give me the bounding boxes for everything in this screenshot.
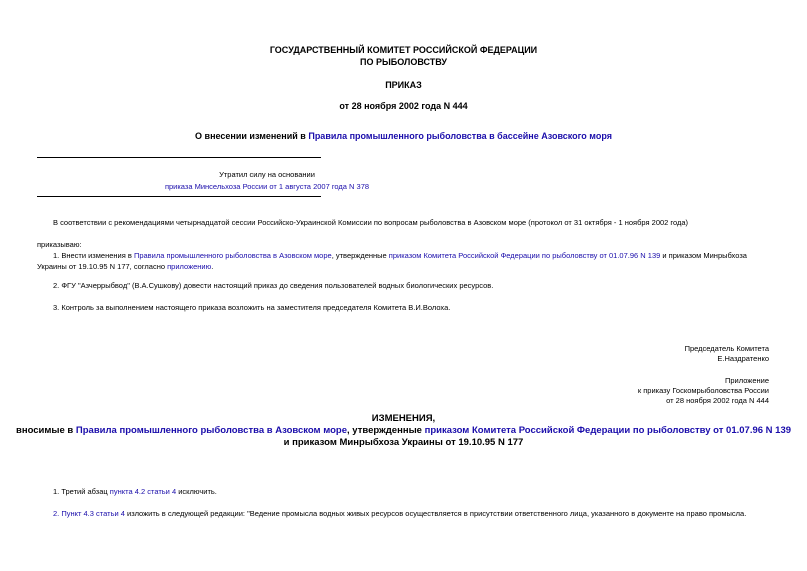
change-1-text-b: исключить. (176, 487, 217, 496)
doc-type: ПРИКАЗ (385, 80, 422, 90)
item-3: 3. Контроль за выполнением настоящего приказа возложить на заместителя председателя Комитета В.И.Волоха. (53, 303, 451, 312)
subject-prefix: О внесении изменений в (195, 131, 309, 141)
change-2-article-link[interactable]: статьи 4 (96, 509, 125, 518)
item-1-text-c: и приказом Минрыбхоза Украины от 19.10.95 N 177, согласно (37, 251, 747, 271)
change-1 (53, 487, 773, 496)
item-1-rules-link[interactable]: Правила промышленного рыболовства в Азовском море (133, 251, 332, 260)
item-1-text-d: . (211, 261, 214, 271)
change-2-point-link[interactable]: 2. Пункт 4.3 (53, 509, 94, 518)
changes-line-3: и приказом Минрыбхоза Украины от 19.10.95 N 177 (283, 437, 524, 448)
changes-line-2-text-b: , утвержденные (347, 425, 425, 436)
appendix-ref-1: к приказу Госкомрыболовства России (637, 386, 769, 395)
changes-title: ИЗМЕНЕНИЯ, (371, 413, 436, 424)
status-block (37, 170, 497, 192)
change-1-article-link[interactable]: статьи 4 (147, 487, 177, 496)
changes-order-link[interactable]: приказом Комитета Российской Федерации по рыболовству от 01.07.96 N 139 (424, 425, 792, 436)
status-link[interactable]: приказа Минсельхоза России от 1 августа 2007 года N 378 (164, 182, 370, 192)
subject-link[interactable]: Правила промышленного рыболовства в бассейне Азовского моря (308, 131, 612, 141)
changes-line-2-text: вносимые в (15, 425, 76, 436)
org-line-2: ПО РЫБОЛОВСТВУ (359, 57, 448, 67)
changes-line-2 (0, 425, 807, 437)
order-word: приказываю: (37, 240, 82, 249)
appendix-label: Приложение (725, 376, 769, 385)
status-line: Утратил силу на основании (219, 170, 315, 179)
item-1 (37, 251, 767, 273)
change-1-text: 1. Третий абзац (53, 487, 110, 496)
change-2-text: изложить в следующей редакции: "Ведение промысла водных живых ресурсов осуществляется в присутствии ответственного лица, указанного в документе на право промысла. (124, 509, 747, 518)
item-1-appendix-link[interactable]: приложению (167, 261, 212, 271)
appendix-ref-2: от 28 ноября 2002 года N 444 (666, 396, 769, 405)
preamble: В соответствии с рекомендациями четырнадцатой сессии Российско-Украинской Комиссии по вопросам рыболовства в Азовском море (протокол от 31 октября - 1 ноября 2002 года) (53, 218, 689, 227)
divider-bottom (37, 196, 321, 197)
changes-rules-link[interactable]: Правила промышленного рыболовства в Азовском море (75, 425, 348, 436)
change-1-point-link[interactable]: пункта 4.2 (109, 487, 146, 496)
signature-title: Председатель Комитета (684, 344, 769, 353)
doc-date: от 28 ноября 2002 года N 444 (339, 101, 468, 111)
org-line-1: ГОСУДАРСТВЕННЫЙ КОМИТЕТ РОССИЙСКОЙ ФЕДЕРАЦИИ (269, 45, 538, 55)
item-2: 2. ФГУ "Азчеррыбвод" (В.А.Сушкову) довести настоящий приказ до сведения пользователей водных биологических ресурсов. (53, 281, 494, 290)
item-1-text-b: , утвержденные (331, 251, 389, 260)
item-1-text: 1. Внести изменения в (53, 251, 134, 260)
doc-subject (0, 131, 807, 142)
change-2 (53, 509, 783, 518)
divider-top (37, 157, 321, 158)
item-1-order-link[interactable]: приказом Комитета Российской Федерации по рыболовству от 01.07.96 N 139 (388, 251, 661, 260)
signature-name: Е.Наздратенко (717, 354, 769, 363)
